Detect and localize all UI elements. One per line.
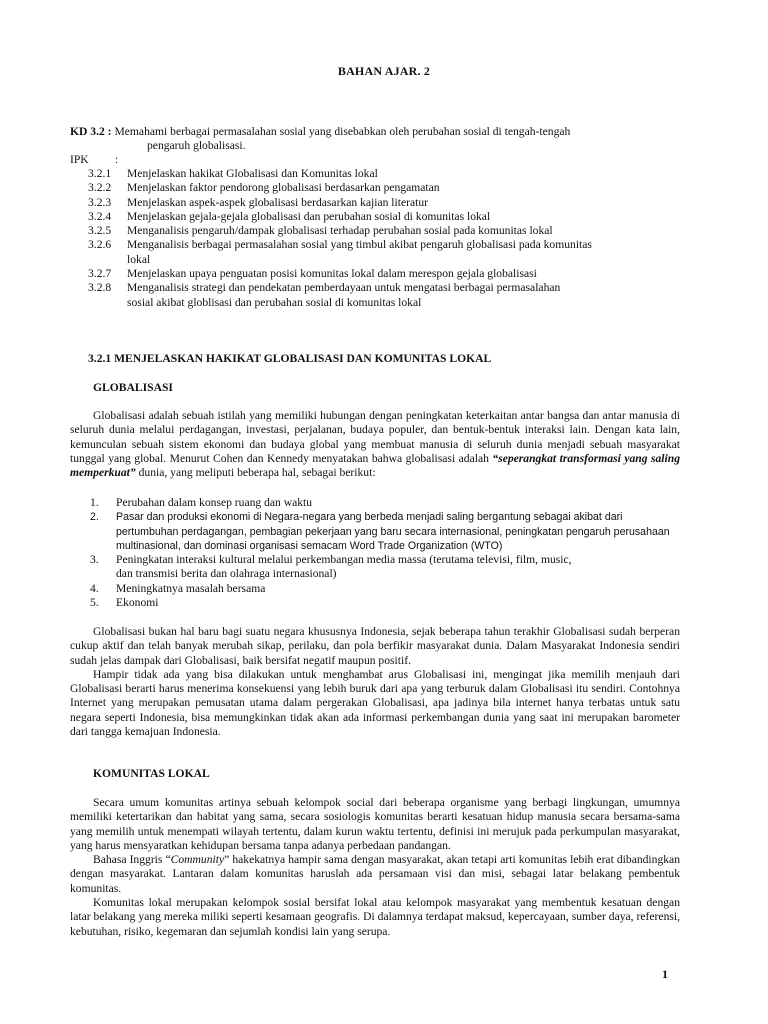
kd-text: Memahami berbagai permasalahan sosial yang disebabkan oleh perubahan sosial di tengah-tengah: [111, 125, 571, 138]
list-item-number: 3.: [90, 553, 99, 567]
community-term: Community: [170, 853, 225, 867]
kd-label: KD 3.2 :: [70, 125, 112, 138]
ipk-item: [88, 167, 688, 181]
komunitas-heading: KOMUNITAS LOKAL: [93, 767, 210, 780]
globalisasi-p3-text: Hampir tidak ada yang bisa dilakukan untuk menghambat arus Globalisasi ini, mengingat jika memilih menjauh dari Globalisasi berarti harus menerima konsekuensi yang lebih buruk dari apa yang terburuk dalam Globalisasi itu sendiri. Contohnya Internet yang merupakan pemusatan utama dalam pergerakan Globalisasi, apa jadinya bila internet hanya terbatas untuk satu negara seperti Indonesia, bisa memungkinkan tidak akan ada informasi perkembangan dunia yang saat ini merupakan barometer dari tangga kemajuan Indonesia.: [70, 667, 680, 739]
cohen-kennedy-quote: “seperangkat transformasi yang saling memperkuat”: [70, 451, 680, 480]
ipk-item-number: 3.2.8: [88, 281, 112, 295]
komunitas-p2-text: Bahasa Inggris “: [93, 853, 171, 867]
ipk-item: [88, 267, 688, 281]
ipk-item: [88, 238, 688, 252]
globalisasi-paragraph-2: [70, 625, 680, 739]
list-item-text: Pasar dan produksi ekonomi di Negara-negara yang berbeda menjadi saling bergantung sebagai akibat dari: [116, 511, 623, 524]
kd-statement: [70, 125, 690, 139]
list-item-text: Perubahan dalam konsep ruang dan waktu: [116, 496, 313, 509]
globalisasi-heading: GLOBALISASI: [93, 381, 173, 394]
list-item: [90, 553, 690, 567]
ipk-item-text: Menganalisis strategi dan pendekatan pemberdayaan untuk mengatasi berbagai permasalahan: [127, 281, 561, 295]
ipk-item-text: Menjelaskan gejala-gejala globalisasi dan perubahan sosial di komunitas lokal: [127, 209, 491, 223]
list-item-number: 1.: [90, 496, 99, 509]
ipk-item: [88, 181, 688, 195]
page-number: 1: [662, 967, 668, 981]
ipk-item-continued: lokal: [127, 252, 151, 266]
ipk-item: [88, 281, 688, 295]
ipk-item-number: 3.2.3: [88, 195, 112, 209]
ipk-item-number: 3.2.2: [88, 181, 112, 195]
ipk-item-text: Menjelaskan hakikat Globalisasi dan Komunitas lokal: [127, 167, 378, 180]
ipk-item-text: Menganalisis berbagai permasalahan sosial yang timbul akibat pengaruh globalisasi pada komunitas: [127, 238, 592, 252]
ipk-item-text: Menjelaskan aspek-aspek globalisasi berdasarkan kajian literatur: [127, 195, 429, 209]
list-item-text: Ekonomi: [116, 596, 159, 610]
globalisasi-p2-text: Globalisasi bukan hal baru bagi suatu negara khususnya Indonesia, sejak beberapa tahun terakhir Globalisasi sudah berperan cukup aktif dan telah banyak merubah sikap, perilaku, dan pola berfikir masyarakat dunia. Dalam Masyarakat Indonesia sendiri sudah jelas dampak dari Globalisasi, baik bersifat negatif maupun positif.: [70, 625, 680, 667]
globalisasi-list: [90, 496, 690, 610]
list-item-text: Meningkatnya masalah bersama: [116, 581, 266, 595]
kd-text-continued: pengaruh globalisasi.: [147, 139, 246, 152]
komunitas-p2-tail: ” hakekatnya hampir sama dengan masyarakat, akan tetapi arti komunitas lebih erat dibandingkan dengan masyarakat. Lantaran dalam komunitas haruslah ada persamaan visi dan misi, sebagai latar belakang pembentuk komunitas.: [70, 853, 680, 895]
list-item: [90, 596, 690, 610]
ipk-item-text: Menganalisis pengaruh/dampak globalisasi terhadap perubahan sosial pada komunitas lokal: [127, 224, 553, 238]
list-item: [90, 510, 690, 524]
ipk-item: [88, 210, 688, 224]
ipk-item-number: 3.2.5: [88, 224, 112, 238]
ipk-item-text: Menjelaskan faktor pendorong globalisasi berdasarkan pengamatan: [127, 181, 440, 195]
list-item-continued: pertumbuhan perdagangan, pembagian pekerjaan yang baru secara internasional, peningkatan pengaruh perusahaan multinasional, dan dominasi organisasi semacam Word Trade Organization (WTO): [116, 525, 670, 552]
globalisasi-p1-tail: dunia, yang meliputi beberapa hal, sebagai berikut:: [135, 466, 376, 480]
komunitas-p3-text: Komunitas lokal merupakan kelompok sosial bersifat lokal atau kelompok masyarakat yang membentuk kesatuan dengan latar belakang yang mereka miliki seperti kesamaan geografis. Di dalamnya terdapat maksud, kepercayaan, sumber daya, referensi, kebutuhan, risiko, kegemaran dan sejumlah kondisi lain yang serupa.: [70, 896, 680, 938]
ipk-item-continued: sosial akibat globlisasi dan perubahan sosial di komunitas lokal: [127, 295, 422, 309]
list-item: [90, 582, 690, 596]
ipk-item-number: 3.2.7: [88, 267, 112, 281]
globalisasi-p1-text: Globalisasi adalah sebuah istilah yang memiliki hubungan dengan peningkatan keterkaitan antar bangsa dan antar manusia di seluruh dunia melalui perdagangan, investasi, perjalanan, budaya populer, dan bentuk-bentuk interaksi lain. Dengan kata lain, kemunculan sebuah sistem ekonomi dan budaya global yang membuat manusia di seluruh dunia menjadi sebuah masyarakat tunggal yang global. Menurut Cohen dan Kennedy menyatakan bahwa globalisasi adalah: [70, 409, 680, 465]
list-item-number: 2.: [90, 511, 99, 524]
document-title: BAHAN AJAR. 2: [337, 64, 431, 78]
komunitas-paragraphs: [70, 796, 680, 939]
ipk-item-number: 3.2.1: [88, 167, 112, 180]
ipk-item-text: Menjelaskan upaya penguatan posisi komunitas lokal dalam merespon gejala globalisasi: [127, 267, 537, 281]
ipk-item: [88, 224, 688, 238]
list-item-continued: dan transmisi berita dan olahraga internasional): [116, 567, 337, 581]
list-item-number: 4.: [90, 581, 99, 595]
ipk-item-number: 3.2.4: [88, 209, 112, 223]
ipk-item: [88, 196, 688, 210]
komunitas-p1-text: Secara umum komunitas artinya sebuah kelompok social dari beberapa organisme yang berbagi lingkungan, umumnya memiliki ketertarikan dan habitat yang sama, secara sosiologis komunitas berarti kesatuan hidup manusia secara bersama-sama yang memilih untuk menempati wilayah tertentu, dalam kurun waktu tertentu, definisi ini merujuk pada perkumpulan masyarakat, yang harus mensyaratkan kehidupan bersama tanpa adanya perbedaan pandangan.: [70, 796, 680, 852]
ipk-label: IPK: [70, 153, 89, 166]
list-item-text: Peningkatan interaksi kultural melalui perkembangan media massa (terutama televisi, film, music,: [116, 553, 572, 567]
section-heading: 3.2.1 MENJELASKAN HAKIKAT GLOBALISASI DAN KOMUNITAS LOKAL: [88, 352, 492, 365]
ipk-colon: :: [115, 153, 119, 166]
list-item-number: 5.: [90, 596, 99, 610]
ipk-list: [88, 167, 688, 310]
globalisasi-paragraph-1: [70, 409, 680, 480]
list-item: [90, 496, 690, 510]
ipk-item-number: 3.2.6: [88, 238, 112, 252]
